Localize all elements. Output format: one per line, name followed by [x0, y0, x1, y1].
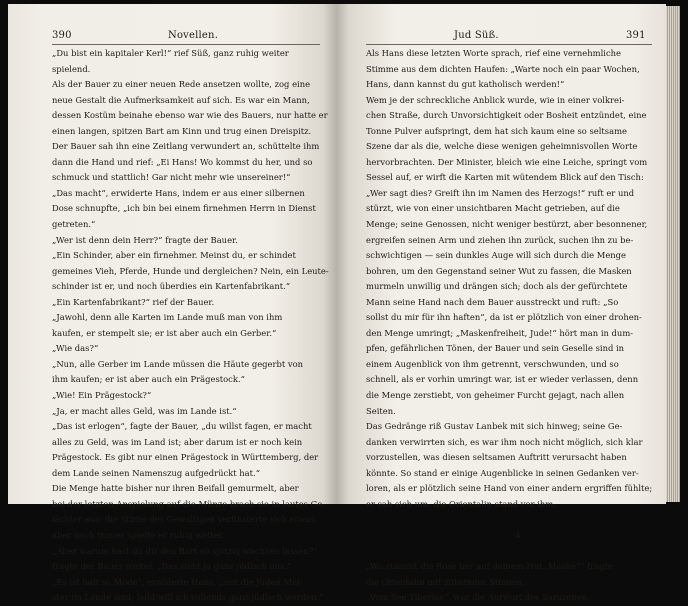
- text-line: gemeines Vieh, Pferde, Hunde und dergleichen? Nein, ein Leute-: [52, 265, 329, 276]
- text-line: schinder ist er, und noch überdies ein Kartenfabrikant.“: [52, 281, 291, 292]
- text-line: Als der Bauer zu einer neuen Rede ansetzen wollte, zog eine: [52, 79, 311, 90]
- text-line: murmeln unwillig und drängen sich; doch als der gefürchtete: [366, 281, 628, 292]
- text-line: schmuck und stattlich! Gar nicht mehr wie unsereiner!“: [52, 172, 291, 183]
- text-line: „Es ist halt so Mode“, erwiderte Hans, „seit die Juden Mei-: [52, 576, 303, 587]
- text-line: schwichtigen — sein dunkles Auge will sich durch die Menge: [366, 250, 626, 261]
- text-line: bohren, um den Gegenstand seiner Wut zu fassen, die Masken: [366, 265, 632, 276]
- text-line: dann die Hand und rief: „Ei Hans! Wo kommst du her, und so: [52, 156, 313, 167]
- text-line: ergreifen seinen Arm und ziehen ihn zurück, suchen ihn zu be-: [366, 234, 634, 245]
- text-line: „Das macht“, erwiderte Hans, indem er aus einer silbernen: [52, 187, 305, 198]
- open-book: [8, 4, 680, 603]
- text-line: ster im Lande sind; bald will ich vollends ganz jüdisch werden.“: [52, 592, 324, 603]
- left-page: [8, 4, 336, 603]
- text-line: danken verwirrten sich, es war ihm noch nicht möglich, sich klar: [366, 436, 643, 447]
- left-page-text: [52, 46, 329, 606]
- text-line: loren, als er plötzlich seine Hand von einer andern ergriffen fühlte;: [366, 483, 653, 494]
- text-line: den Menge umringt; „Maskenfreiheit, Jude!“ hört man in dum-: [366, 327, 634, 338]
- text-line: Die Menge hatte bisher nur ihren Beifall gemurmelt, aber: [52, 483, 299, 494]
- text-line: „Wie! Ein Prägestock?“: [52, 390, 152, 401]
- text-line: könnte. So stand er einige Augenblicke in seinen Gedanken ver-: [366, 467, 639, 478]
- text-line: „Aber warum hast du dir den Bart so spitzig wachsen lassen?“: [52, 545, 318, 556]
- text-line: Seiten.: [366, 405, 396, 416]
- running-title-left: Novellen.: [168, 30, 219, 41]
- text-line: einen langen, spitzen Bart am Kinn und trug einen Dreispitz.: [52, 125, 312, 136]
- section-number: 4.: [515, 529, 523, 540]
- text-line: bei der letzten Anspielung auf die Münze brach sie in lautes Ge-: [52, 498, 326, 509]
- text-line: die Orientalin mit zitternder Stimme.: [366, 576, 525, 587]
- text-line: fragte der Bauer weiter. „Das sieht ja ganz jüdisch aus.“: [52, 561, 292, 572]
- text-line: „Wo stammt die Rose her auf deinem Hut, Maske?“ fragte: [366, 561, 613, 572]
- text-line: vorzustellen, was diesen seltsamen Auftritt verursacht haben: [366, 452, 627, 463]
- text-line: „Du bist ein kapitaler Kerl!“ rief Süß, ganz ruhig weiter: [52, 48, 289, 58]
- page-edges: [666, 6, 680, 502]
- text-line: aber noch immer spielte er ruhig weiter.: [52, 529, 225, 540]
- text-line: Menge; seine Genossen, nicht weniger bestürzt, aber besonnener,: [366, 219, 648, 230]
- text-line: Wem je der schreckliche Anblick wurde, wie in einer volkrei-: [366, 94, 625, 105]
- text-line: Dose schnupfte, „ich bin bei einem firnehmen Herrn in Dienst: [52, 203, 316, 214]
- text-line: ihm kaufen; er ist aber auch ein Prägestock.“: [52, 374, 245, 385]
- text-line: „Wer sagt dies? Greift ihn im Namen des Herzogs!“ ruft er und: [366, 187, 635, 198]
- text-line: „Wie das?“: [52, 343, 99, 354]
- text-line: Der Bauer sah ihn eine Zeitlang verwundert an, schüttelte ihm: [52, 141, 320, 152]
- text-line: einem Augenblick von ihm getrennt, verschwunden, und so: [366, 358, 619, 369]
- text-line: Sessel auf, er wirft die Karten mit wütendem Blick auf den Tisch:: [366, 172, 644, 183]
- text-line: „Jawohl, denn alle Karten im Lande muß man von ihm: [52, 312, 283, 323]
- text-line: „Ein Kartenfabrikant?“ rief der Bauer.: [52, 296, 215, 307]
- text-line: [366, 512, 652, 528]
- text-line: Mann seine Hand nach dem Bauer ausstreckt und ruft: „So: [366, 296, 619, 307]
- text-line: dessen Kostüm beinahe ebenso war wie des Bauers, nur hatte er: [52, 110, 328, 121]
- header-rule-right: [366, 44, 652, 45]
- text-line: schnell, als er vorhin umringt war, ist er wieder verlassen, denn: [366, 374, 639, 385]
- text-line: [366, 544, 652, 560]
- right-page: [336, 4, 666, 603]
- text-line: Stimme aus dem dichten Haufen: „Warte noch ein paar Wochen,: [366, 63, 640, 74]
- text-line: „Wer ist denn dein Herr?“ fragte der Bauer.: [52, 234, 238, 245]
- text-line: stürzt, wie von einer unsichtbaren Macht getrieben, auf die: [366, 203, 620, 214]
- text-line: Als Hans diese letzten Worte sprach, rief eine vernehmliche: [366, 48, 621, 58]
- text-line: „Ein Schinder, aber ein firnehmer. Meinst du, er schindet: [52, 250, 296, 261]
- text-line: „Nun, alle Gerber im Lande müssen die Häute gegerbt von: [52, 358, 304, 369]
- right-page-text: [366, 46, 652, 606]
- text-line: neue Gestalt die Aufmerksamkeit auf sich. Es war ein Mann,: [52, 94, 310, 105]
- text-line: kaufen, er stempelt sie; er ist aber auch ein Gerber.“: [52, 327, 277, 338]
- page-number-right: 391: [626, 30, 646, 41]
- running-title-right: Jud Süß.: [454, 30, 499, 41]
- text-line: Hans, dann kannst du gut katholisch werden!“: [366, 79, 565, 90]
- text-line: „Vom See Tiberias“, war die Antwort des Sarazenen.: [366, 592, 590, 603]
- text-line: Prägestock. Es gibt nur einen Prägestock in Württemberg, der: [52, 452, 319, 463]
- text-line: lächter aus; die Stirne des Gewaltigen verfinsterte sich etwas,: [52, 514, 317, 525]
- text-line: Das Gedränge riß Gustav Lanbek mit sich hinweg; seine Ge-: [366, 421, 623, 432]
- text-line: „Das ist erlogen“, fagte der Bauer, „du willst fagen, er macht: [52, 421, 312, 432]
- header-rule-left: [52, 44, 320, 45]
- page-number-left: 390: [52, 30, 72, 41]
- text-line: pfen, gefährlichen Tönen, der Bauer und sein Geselle sind in: [366, 343, 625, 354]
- text-line: dem Lande seinen Namenszug aufgedrückt hat.“: [52, 467, 260, 478]
- text-line: „Ja, er macht alles Geld, was im Lande ist.“: [52, 405, 237, 416]
- text-line: alles zu Geld, was im Land ist; aber darum ist er noch kein: [52, 436, 303, 447]
- text-line: er sah sich um, die Orientalin stand vor ihm.: [366, 498, 556, 509]
- text-line: die Menge zerstiebt, von geheimer Furcht gejagt, nach allen: [366, 390, 625, 401]
- text-line: Tonne Pulver aufspringt, dem hat sich kaum eine so seltsame: [366, 125, 627, 136]
- text-line: getreten.“: [52, 219, 96, 230]
- text-line: sollst du mir für ihn haften“, da ist er plötzlich von einer drohen-: [366, 312, 642, 323]
- text-line: Szene dar als die, welche diese wenigen geheimnisvollen Worte: [366, 141, 638, 152]
- text-line: spielend.: [52, 63, 91, 74]
- text-line: hervorbrachten. Der Minister, bleich wie eine Leiche, springt vom: [366, 156, 648, 167]
- text-line: chen Straße, durch Unvorsichtigkeit oder Bosheit entzündet, eine: [366, 110, 647, 121]
